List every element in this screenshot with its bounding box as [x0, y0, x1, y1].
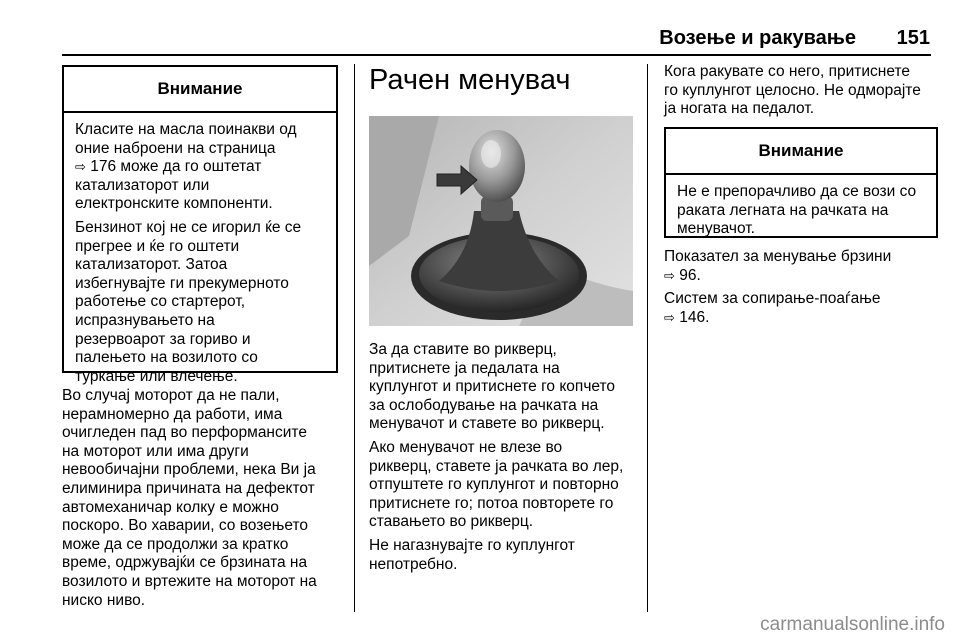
header-rule — [62, 54, 931, 56]
text-line: притиснете ја педалата на — [369, 359, 560, 377]
body-paragraph — [62, 387, 352, 610]
text-line: менувачот и ставете во рикверц. — [369, 415, 605, 433]
section-title: Рачен менувач — [369, 64, 571, 96]
right-refs-text — [664, 248, 944, 332]
notice-title: Внимание — [64, 67, 336, 113]
gear-shift-photo — [369, 116, 633, 326]
middle-body-text — [369, 341, 644, 579]
column-divider-right — [647, 64, 648, 612]
body-paragraph — [369, 439, 644, 532]
text-line: оние наброени на страница — [75, 139, 276, 157]
text-line: менувачот. — [677, 220, 755, 238]
text-line: испразнувањето на — [75, 311, 215, 329]
body-paragraph — [369, 341, 644, 434]
notice-body — [64, 113, 336, 386]
text-line: работење со стартерот, — [75, 293, 246, 311]
body-paragraph — [664, 63, 944, 119]
text-line: ја ногата на педалот. — [664, 100, 815, 118]
text-line: отпуштете го куплунгот и повторно — [369, 476, 619, 494]
notice-title: Внимание — [666, 129, 936, 175]
text-line: притиснете го; потоа повторете го — [369, 494, 614, 512]
body-paragraph — [369, 537, 644, 574]
notice-paragraph — [677, 183, 926, 239]
text-line: возилото и вртежите на моторот на — [62, 572, 317, 590]
text-line: очигледен пад во перформансите — [62, 424, 307, 442]
text-line: ниско ниво. — [62, 591, 146, 609]
text-line: време, одржувајќи се брзината на — [62, 554, 308, 572]
reference-paragraph — [664, 290, 944, 327]
text-line: електронските компоненти. — [75, 195, 273, 213]
reference-paragraph — [664, 248, 944, 285]
notice-box-right — [664, 127, 938, 238]
text-line: куплунгот и притиснете го копчето — [369, 378, 616, 396]
column-divider-left — [354, 64, 355, 612]
text-line: Бензинот кој не се игорил ќе се — [75, 218, 302, 236]
text-line: избегнувајте ги прекумерното — [75, 274, 289, 292]
notice-box-left — [62, 65, 338, 385]
text-line: на моторот или има други — [62, 442, 249, 460]
text-line: за ослободување на рачката на — [369, 396, 599, 414]
text-line: катализаторот. Затоа — [75, 256, 228, 274]
page-reference-arrow-icon: ⇨ — [664, 309, 675, 325]
text-line: автомеханичар колку е можно — [62, 498, 279, 516]
text-line: Не нагазнувајте го куплунгот — [369, 536, 575, 554]
text-line: ставањето во рикверц. — [369, 513, 534, 531]
text-line: раката легната на рачката на — [677, 201, 889, 219]
text-line: Систем за сопирање-поаѓање — [664, 290, 881, 308]
text-line: невообичајни проблеми, нека Ви ја — [62, 461, 316, 479]
text-line: Класите на масла поинакви од — [75, 121, 297, 138]
page-reference-text[interactable]: 176 може да го оштетат — [90, 158, 262, 176]
text-line: Кога ракувате со него, притиснете — [664, 63, 910, 80]
left-body-text — [62, 387, 352, 615]
text-line: резервоарот за гориво и — [75, 330, 251, 348]
page-number: 151 — [896, 27, 930, 49]
text-line: поскоро. Во хаварии, со возењето — [62, 517, 309, 535]
text-line: Не е препорачливо да се вози со — [677, 183, 917, 200]
text-line: нерамномерно да работи, има — [62, 405, 283, 423]
page-reference-text[interactable]: 96. — [679, 266, 701, 284]
notice-paragraph — [75, 219, 326, 386]
text-line: непотребно. — [369, 555, 458, 573]
text-line: Ако менувачот не влезе во — [369, 438, 563, 456]
text-line: прегрее и ќе го оштети — [75, 237, 240, 255]
page-header-title: Возење и ракување — [659, 27, 856, 49]
notice-paragraph — [75, 121, 326, 214]
text-line: елиминира причината на дефектот — [62, 479, 315, 497]
text-line: туркање или влечење. — [75, 367, 238, 385]
text-line: Во случај моторот да не пали, — [62, 387, 280, 404]
text-line: може да се продолжи за кратко — [62, 535, 289, 553]
page-reference-text[interactable]: 146. — [679, 308, 710, 326]
text-line: катализаторот или — [75, 176, 210, 194]
page-reference-arrow-icon: ⇨ — [664, 267, 675, 283]
text-line: За да ставите во рикверц, — [369, 341, 557, 358]
page-reference-arrow-icon: ⇨ — [75, 159, 86, 175]
text-line: рикверц, ставете ја рачката во лер, — [369, 457, 624, 475]
right-intro-text — [664, 63, 944, 124]
text-line: го куплунгот целосно. Не одморајте — [664, 81, 921, 99]
notice-body — [666, 175, 936, 239]
text-line: палењето на возилото со — [75, 349, 258, 367]
text-line: Показател за менување брзини — [664, 248, 892, 265]
footer-watermark: carmanualsonline.info — [760, 614, 945, 635]
